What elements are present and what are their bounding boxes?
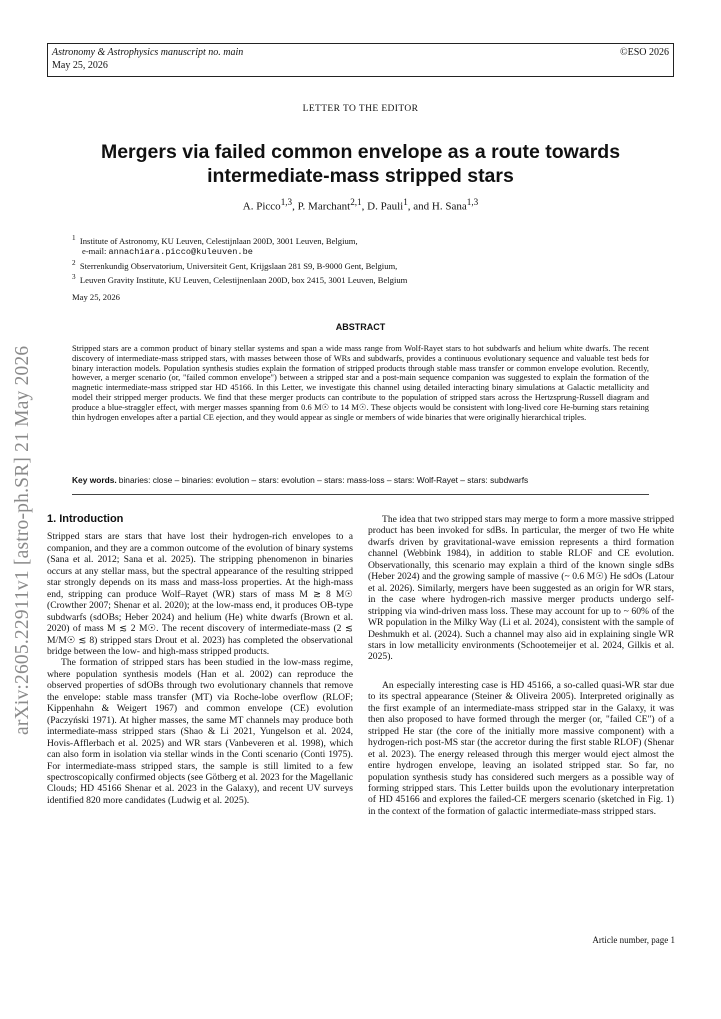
copyright: ©ESO 2026 [620,47,669,58]
intro-paragraph-2: The formation of stripped stars has been studied in the low-mass regime, where population synthesis models (Han et al. 2002) can reproduce the observed properties of sdOBs through two evolutionary channels that remove the envelope: stable mass transfer (MT) via Roche-lobe overflow (RLOF; Kippenhahn & Weigert 1967) and common envelope (CE) evolution (Paczyński 1971). At higher masses, the same MT channels may produce both intermediate-mass stripped stars (Shao & Li 2021, Yungelson et al. 2024, Hovis-Afflerbach et al. 2025) and WR stars (Vanbeveren et al. 1998), which can also form in isolation via stellar winds in the Conti scenario (Conti 1975). For intermediate-mass stripped stars, the sample is still limited to a few spectroscopically confirmed objects (see Götberg et al. 2023 for the Magellanic Clouds; HD 45166 Shenar et al. 2023 in the Galaxy), and recent UV surveys identified 820 more candidates (Ludwig et al. 2025). [47,657,353,806]
manuscript-header [47,43,674,77]
letter-label [0,104,721,114]
arxiv-stamp: arXiv:2605.22911v1 [astro-ph.SR] 21 May 2026 [12,345,33,735]
intro-paragraph-4: An especially interesting case is HD 45166, a so-called quasi-WR star due to its spectral appearance (Steiner & Oliveira 2005). Interpreted originally as the first example of an intermediate-mass stripped star in the Galaxy, it was then also proposed to have formed through the merger (or, "failed CE") of a stripped He star (the core of the initially more massive component) with a hydrogen-rich post-MS star (the accretor during the first stable RLOF) (Shenar et al. 2023). The energy released through this merger would eject almost the entire hydrogen envelope, leaving an isolated stripped star. So far, no population synthesis study has considered such mergers as a possible way of forming stripped stars. This Letter builds upon the evolutionary interpretation of HD 45166 and explores the failed-CE mergers scenario (sketched in Fig. 1) in the context of the formation of galactic intermediate-mass stripped stars. [368,679,674,817]
keywords-list: binaries: close – binaries: evolution – stars: evolution – stars: mass-loss – stars: Wolf-Rayet – stars: subdwarfs [118,475,529,485]
abstract-heading: ABSTRACT [335,322,386,332]
author-list: A. Picco$^{1,3}$, P. Marchant$^{2,1}$, D. Pauli$^1$, and H. Sana$^{1,3}$ [242,197,479,213]
affiliation-1: $^1$ Institute of Astronomy, KU Leuven, Celestijnlaan 200D, 3001 Leuven, Belgium, [72,234,358,246]
abstract-divider [72,494,649,495]
journal-name: Astronomy & Astrophysics manuscript no. main [52,47,244,58]
intro-paragraph-3: The idea that two stripped stars may merge to form a more massive stripped product has been invoked for sdBs. In particular, the merger of two He white dwarfs driven by gravitational-wave emission represents a third formation channel (Webbink 1984), in addition to stable RLOF and CE evolution. Observationally, this scenario may explain a third of the known single sdBs (Heber 2024) and the growing sample of massive (~ 0.6 M☉) He sdOs (Latour et al. 2026). Similarly, mergers have been suggested as an origin for WR stars, in the case where hydrogen-rich massive merger products undergo self-stripping via wind-driven mass loss. These may account for up to ~ 60% of the WR population in the Milky Way (Li et al. 2024), consistent with the sample of Deshmukh et al. (2024). Such a channel may also aid in explaining single WR stars in low metallicity environments (Schootemeijer et al. 2024, Gilkis et al. 2025). [368,514,674,663]
paper-title: Mergers via failed common envelope as a route towards intermediate-mass stripped stars [100,141,621,187]
affiliation-2: $^2$ Sterrenkundig Observatorium, Universiteit Gent, Krijgslaan 281 S9, B-9000 Gent, Belgium, [72,259,398,271]
right-column [368,514,674,817]
affiliations [72,233,407,285]
section-heading-introduction: 1. Introduction [47,513,124,525]
page-number: Article number, page 1 [592,935,675,945]
intro-paragraph-1: Stripped stars are stars that have lost their hydrogen-rich envelopes to a companion, and they are a common outcome of the evolution of binary systems (Sana et al. 2012; Sana et al. 2025). The stripping phenomenon in binaries occurs at any stellar mass, but the spectral appearance of the resulting stripped star strongly depends on its mass and mass-loss properties. At the high-mass end, stripping can produce Wolf–Rayet (WR) stars of mass M ≳ 8 M☉ (Crowther 2007; Shenar et al. 2020); at the low-mass end, it produces OB-type subdwarfs (sdOBs; Heber 2024) and helium (He) white dwarfs (Brown et al. 2020) of mass M ≲ 2 M☉. The recent discovery of intermediate-mass (2 ≲ M/M☉ ≲ 8) stripped stars Drout et al. 2023) has completed the observational bridge between the low- and high-mass stripped products. [47,531,353,657]
affiliation-3: $^3$ Leuven Gravity Institute, KU Leuven, Celestijnenlaan 200D, box 2415, 3001 Leuven, Belgium [72,272,408,285]
manuscript-date: May 25, 2026 [52,60,108,71]
abstract-text: Stripped stars are a common product of binary stellar systems and span a wide mass range from Wolf-Rayet stars to hot subdwarfs and helium white dwarfs. The recent discovery of intermediate-mass stripped stars, with masses between those of WRs and subdwarfs, provides a continuous evolutionary sequence and valuable test beds for binary interaction models. Population synthesis studies explain the formation of stripped products through stable mass transfer or common envelope evolution. Recently, however, a merger scenario (or, "failed common envelope") between a stripped star and a post-main sequence companion was suggested to explain the formation of the magnetic intermediate-mass stripped star HD 45166. In this Letter, we investigate this channel using detailed interacting binary simulations at Galactic metallicity and model their stripped merger products. We find that these merger products can contribute to the population of stripped stars across the Hertzsprung-Russell diagram and produce a blue-straggler effect, with merger masses spanning from 0.6 M☉ to 14 M☉. These objects would be consistent with long-lived core He-burning stars retaining thin hydrogen envelopes after a partial CE ejection, and they would appear as single or members of wide binaries that were originally hierarchical triples. [72,344,649,422]
keywords-label: Key words. [72,475,117,485]
author-email[interactable]: e-mail: annachiara.picco@kuleuven.be [82,246,253,258]
left-column [47,514,353,806]
received-date: May 25, 2026 [72,292,120,302]
keywords [72,475,649,485]
letter-label-text: LETTER TO THE EDITOR [302,104,419,114]
